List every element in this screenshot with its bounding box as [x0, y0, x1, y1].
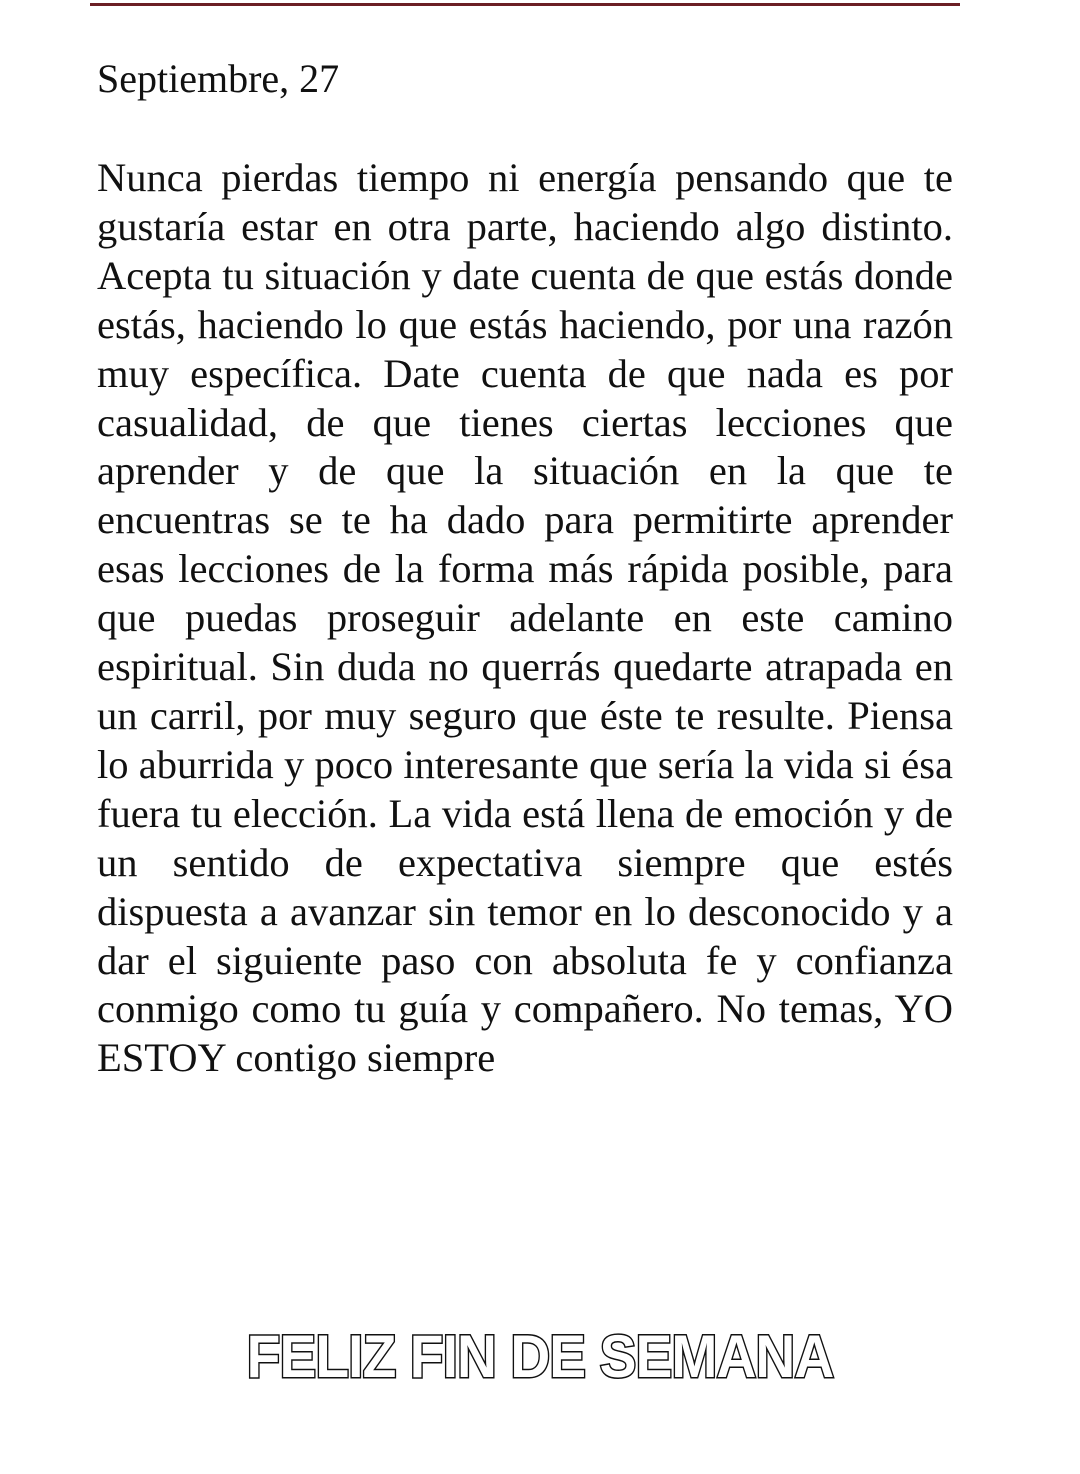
devotional-body-text: Nunca pierdas tiempo ni energía pensando que te gustaría estar en otra parte, haciendo algo distinto. Acepta tu situación y date cuenta de que estás donde estás, haciendo lo que estás haciendo, por una razón muy específica. Date cuenta de que nada es por casualidad, de que tienes ciertas lecciones que aprender y de que la situación en la que te encuentras se te ha dado para permitirte aprender esas lecciones de la forma más rápida posible, para que puedas proseguir adelante en este camino espiritual. Sin duda no querrás quedarte atrapada en un carril, por muy seguro que éste te resulte. Piensa lo aburrida y poco interesante que sería la vida si ésa fuera tu elección. La vida está llena de emoción y de un sentido de expectativa siempre que estés dispuesta a avanzar sin temor en lo desconocido y a dar el siguiente paso con absoluta fe y confianza conmigo como tu guía y compañero. No temas, YO ESTOY contigo siempre — [97, 155, 953, 1081]
page-date: Septiembre, 27 — [97, 56, 340, 101]
top-divider-rule — [90, 3, 960, 6]
weekend-greeting-banner: FELIZ FIN DE SEMANA — [246, 1323, 834, 1390]
